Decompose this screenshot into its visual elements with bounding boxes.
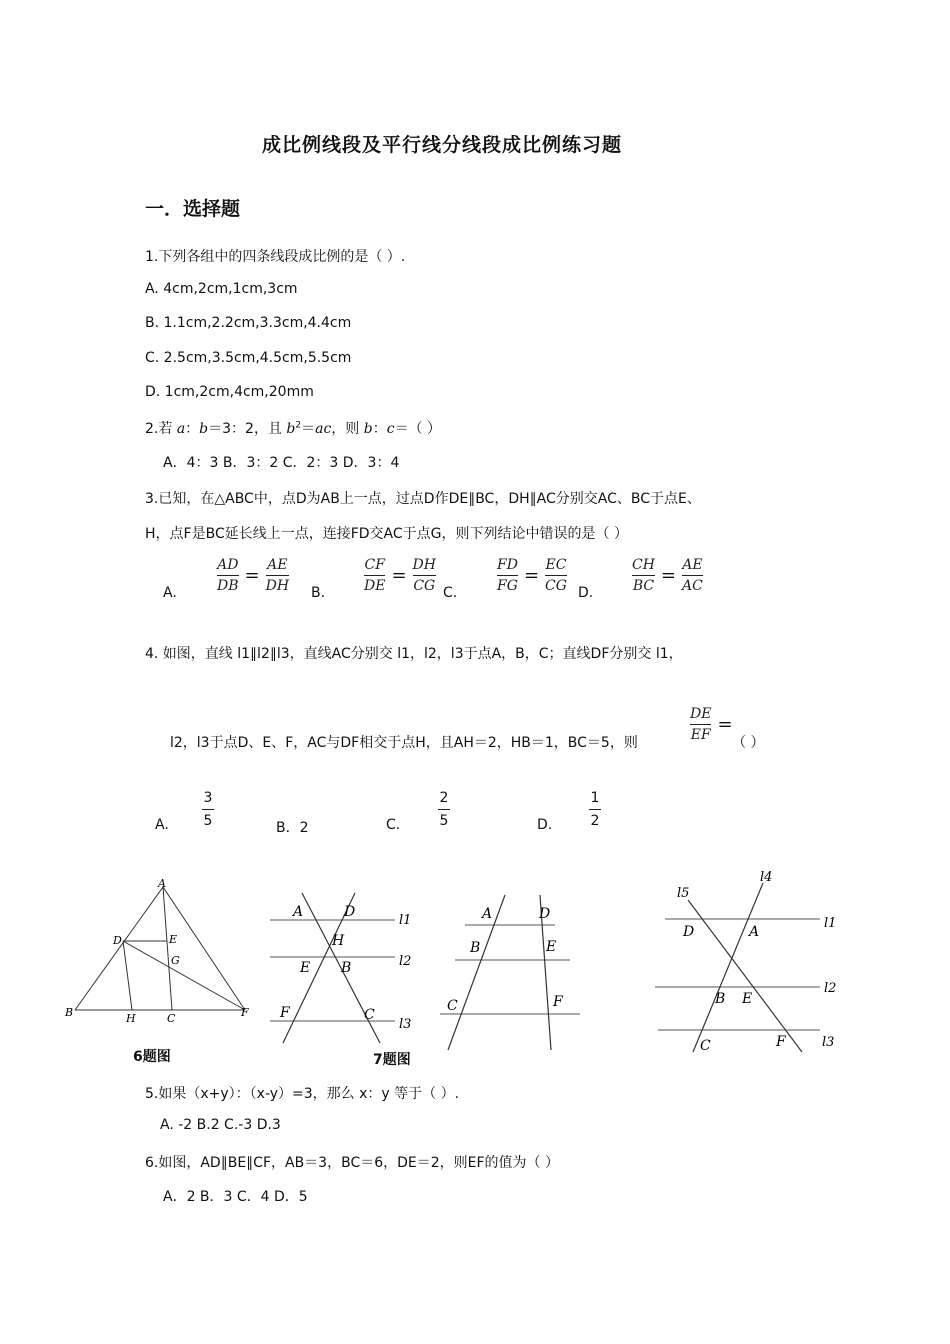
q6-options: A．2 B．3 C．4 D．5 (163, 1189, 308, 1205)
fig6-label-e: E (169, 933, 178, 946)
q4-option-a-frac: 3 5 (203, 790, 213, 829)
q2-options: A．4：3 B．3：2 C．2：3 D．3：4 (163, 455, 400, 471)
fig9-label-l5: l5 (677, 886, 690, 901)
fig7-label-e: E (300, 960, 311, 976)
fig8-label-d: D (539, 906, 551, 922)
fig9-label-c: C (700, 1038, 711, 1054)
fig8-label-c: C (447, 998, 458, 1014)
fig9-label-l2: l2 (824, 981, 837, 996)
fig9-label-l3: l3 (822, 1035, 835, 1050)
q3-option-c-formula: $\frac{FD}{FG}$ = $\frac{EC}{CG}$ (497, 557, 567, 594)
q4-option-d-frac: 1 2 (590, 790, 600, 829)
fig9-label-b: B (715, 991, 726, 1007)
fig6-label-c: C (167, 1012, 176, 1025)
fig9-label-l4: l4 (760, 870, 773, 885)
q1-option-d: D. 1cm,2cm,4cm,20mm (145, 384, 314, 400)
fig9-label-a: A (749, 924, 760, 940)
q6-stem: 6.如图，AD∥BE∥CF，AB＝3，BC＝6，DE＝2，则EF的值为（ ） (145, 1155, 560, 1171)
fig7-label-f: F (280, 1005, 290, 1021)
fig6-label-f: F (241, 1006, 249, 1019)
fig6-label-g: G (171, 954, 180, 967)
q1-stem: 1.下列各组中的四条线段成比例的是（ ）. (145, 249, 406, 265)
q4-option-d-label: D. (537, 817, 553, 833)
q4-line2: l2，l3于点D、E、F，AC与DF相交于点H，且AH＝2，HB＝1，BC＝5，则 (170, 735, 638, 751)
q3-option-d-label: D. (578, 585, 594, 601)
q1-option-c: C. 2.5cm,3.5cm,4.5cm,5.5cm (145, 350, 352, 366)
fig8-label-f: F (553, 994, 563, 1010)
fig6-label-d: D (113, 934, 122, 947)
q3-line1: 3.已知，在△ABC中，点D为AB上一点，过点D作DE∥BC，DH∥AC分别交AC、BC于点E、 (145, 491, 701, 507)
q2-stem: 2.若 a：b＝3：2，且 $b^2=ac$，则 b：c＝（ ） (145, 420, 442, 437)
q3-option-b-formula: $\frac{CF}{DE}$ = $\frac{DH}{CG}$ (364, 557, 436, 594)
q3-option-b-label: B. (311, 585, 326, 601)
fig8-label-b: B (470, 940, 481, 956)
fig7-label-l3: l3 (399, 1017, 412, 1032)
q3-option-d-formula: $\frac{CH}{BC}$ = $\frac{AE}{AC}$ (632, 557, 703, 594)
q4-formula: $\frac{DE}{EF}$ = (690, 706, 733, 743)
q4-paren: （ ） (732, 735, 765, 751)
q5-stem: 5.如果（x+y）：（x-y）=3，那么 x：y 等于（ ）. (145, 1086, 460, 1102)
fig9-label-d: D (683, 924, 695, 940)
figure-6-caption: 6题图 (133, 1049, 171, 1065)
q3-option-a-formula: $\frac{AD}{DB}$ = $\frac{AE}{DH}$ (217, 557, 290, 594)
q3-line2: H，点F是BC延长线上一点，连接FD交AC于点G，则下列结论中错误的是（ ） (145, 526, 628, 542)
fig8-label-e: E (546, 939, 557, 955)
fig9-label-f: F (776, 1034, 786, 1050)
q4-option-c-frac: 2 5 (439, 790, 449, 829)
q4-option-c-label: C. (386, 817, 401, 833)
page-title: 成比例线段及平行线分线段成比例练习题 (262, 134, 623, 156)
fig9-label-e: E (742, 991, 753, 1007)
fig7-label-a: A (293, 904, 304, 920)
fig6-label-b: B (65, 1006, 74, 1019)
fig7-label-l1: l1 (399, 913, 412, 928)
figure-7 (265, 885, 425, 1050)
figure-9 (650, 865, 850, 1060)
q4-line1: 4. 如图，直线 l1∥l2∥l3，直线AC分别交 l1，l2，l3于点A，B，C；直线DF分别交 l1， (145, 646, 683, 662)
fig7-label-l2: l2 (399, 954, 412, 969)
fig9-label-l1: l1 (824, 916, 837, 931)
figure-6 (55, 870, 270, 1030)
q4-option-b: B．2 (276, 820, 309, 836)
q3-option-c-label: C. (443, 585, 458, 601)
q3-option-a-label: A. (163, 585, 177, 601)
fig7-label-h: H (332, 933, 345, 949)
fig7-label-d: D (344, 904, 356, 920)
fig7-label-b: B (341, 960, 352, 976)
q4-option-a-label: A. (155, 817, 169, 833)
fig8-label-a: A (482, 906, 493, 922)
fig7-label-c: C (364, 1007, 375, 1023)
section-heading: 一．选择题 (145, 198, 241, 220)
q1-option-a: A. 4cm,2cm,1cm,3cm (145, 281, 298, 297)
figure-7-caption: 7题图 (373, 1052, 411, 1068)
fig6-label-h: H (126, 1012, 136, 1025)
fig6-label-a: A (158, 877, 166, 890)
q5-options: A. -2 B.2 C.-3 D.3 (160, 1117, 281, 1133)
q1-option-b: B. 1.1cm,2.2cm,3.3cm,4.4cm (145, 315, 352, 331)
figure-8 (430, 890, 590, 1055)
